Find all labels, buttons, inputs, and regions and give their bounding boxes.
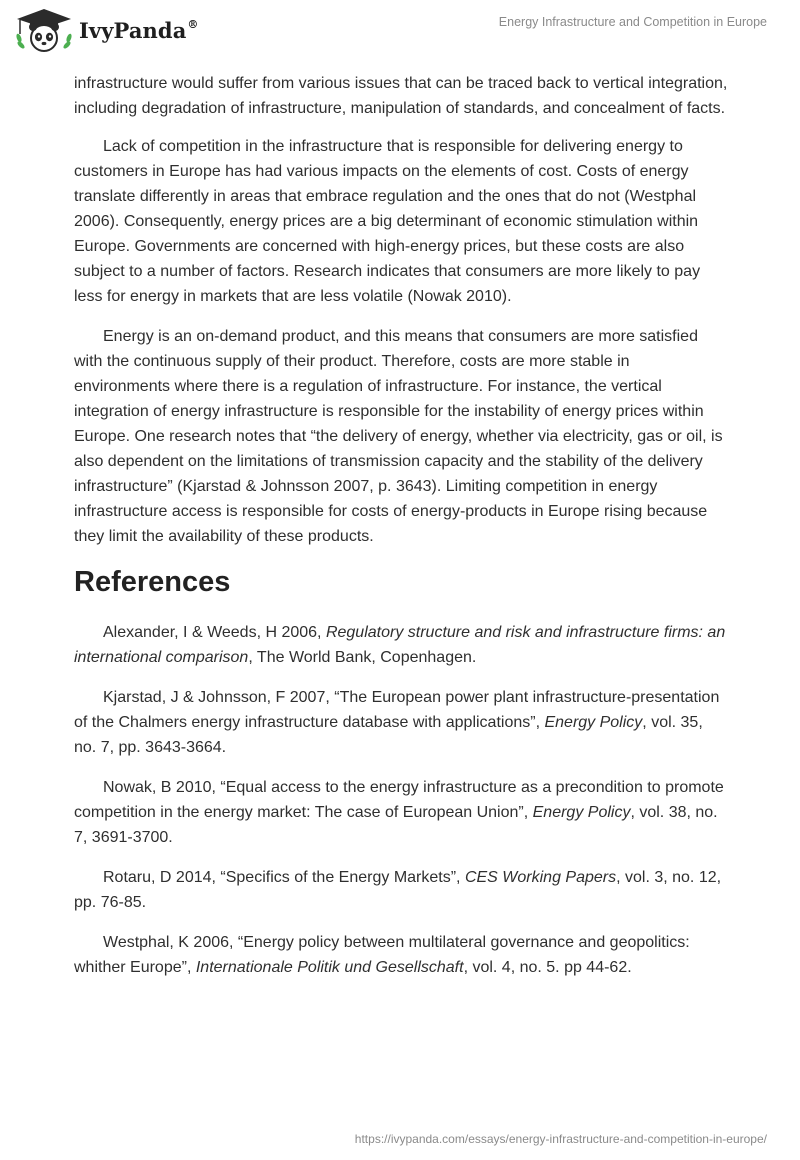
body-paragraph: Lack of competition in the infrastructure that is responsible for delivering energy to customers in Europe has had various impacts on the elements of cost. Costs of energy translate differently in areas that embrace regulation and the ones that do not (Westphal 2006). Consequently, energy prices are a big determinant of economic stimulation within Europe. Governments are concerned with high-energy prices, but these costs are also subject to a number of factors. Research indicates that consumers are more likely to pay less for energy in markets that are less volatile (Nowak 2010). xyxy=(74,138,701,305)
ivypanda-logo[interactable] xyxy=(14,8,199,52)
document-body xyxy=(74,71,728,995)
reference-item: Alexander, I & Weeds, H 2006, Regulatory structure and risk and infrastructure firms: an international comparison, The World Bank, Copenhagen. xyxy=(74,624,726,666)
reference-item: Kjarstad, J & Johnsson, F 2007, “The European power plant infrastructure-presentation of the Chalmers energy infrastructure database with applications”, Energy Policy, vol. 35, no. 7, pp. 3643-3664. xyxy=(74,689,720,756)
reference-item: Westphal, K 2006, “Energy policy between multilateral governance and geopolitics: whither Europe”, Internationale Politik und Gesellschaft, vol. 4, no. 5. pp 44-62. xyxy=(74,934,690,976)
panda-graduate-icon xyxy=(14,8,74,52)
reference-item: Rotaru, D 2014, “Specifics of the Energy Markets”, CES Working Papers, vol. 3, no. 12, pp. 76-85. xyxy=(74,869,722,911)
references-list xyxy=(74,620,728,980)
document-title: Energy Infrastructure and Competition in Europe xyxy=(498,15,767,29)
brand-name: IvyPanda® xyxy=(79,17,199,43)
body-paragraph: Energy is an on-demand product, and this means that consumers are more satisfied with the continuous supply of their product. Therefore, costs are more stable in environments where there is a regulation of infrastructure. For instance, the vertical integration of energy infrastructure is responsible for the instability of energy prices within Europe. One research notes that “the delivery of energy, whether via electricity, gas or oil, is also dependent on the limitations of transmission capacity and the stability of the delivery infrastructure” (Kjarstad & Johnsson 2007, p. 3643). Limiting competition in energy infrastructure access is responsible for costs of energy-products in Europe rising because they limit the availability of these products. xyxy=(74,328,723,545)
references-heading: References xyxy=(74,566,231,598)
footer-source-url[interactable]: https://ivypanda.com/essays/energy-infrastructure-and-competition-in-europe/ xyxy=(354,1132,767,1146)
page-header xyxy=(0,0,800,62)
body-paragraph: infrastructure would suffer from various issues that can be traced back to vertical integration, including degradation of infrastructure, manipulation of standards, and concealment of facts. xyxy=(74,75,728,117)
reference-item: Nowak, B 2010, “Equal access to the energy infrastructure as a precondition to promote competition in the energy market: The case of European Union”, Energy Policy, vol. 38, no. 7, 3691-3700. xyxy=(74,779,724,846)
